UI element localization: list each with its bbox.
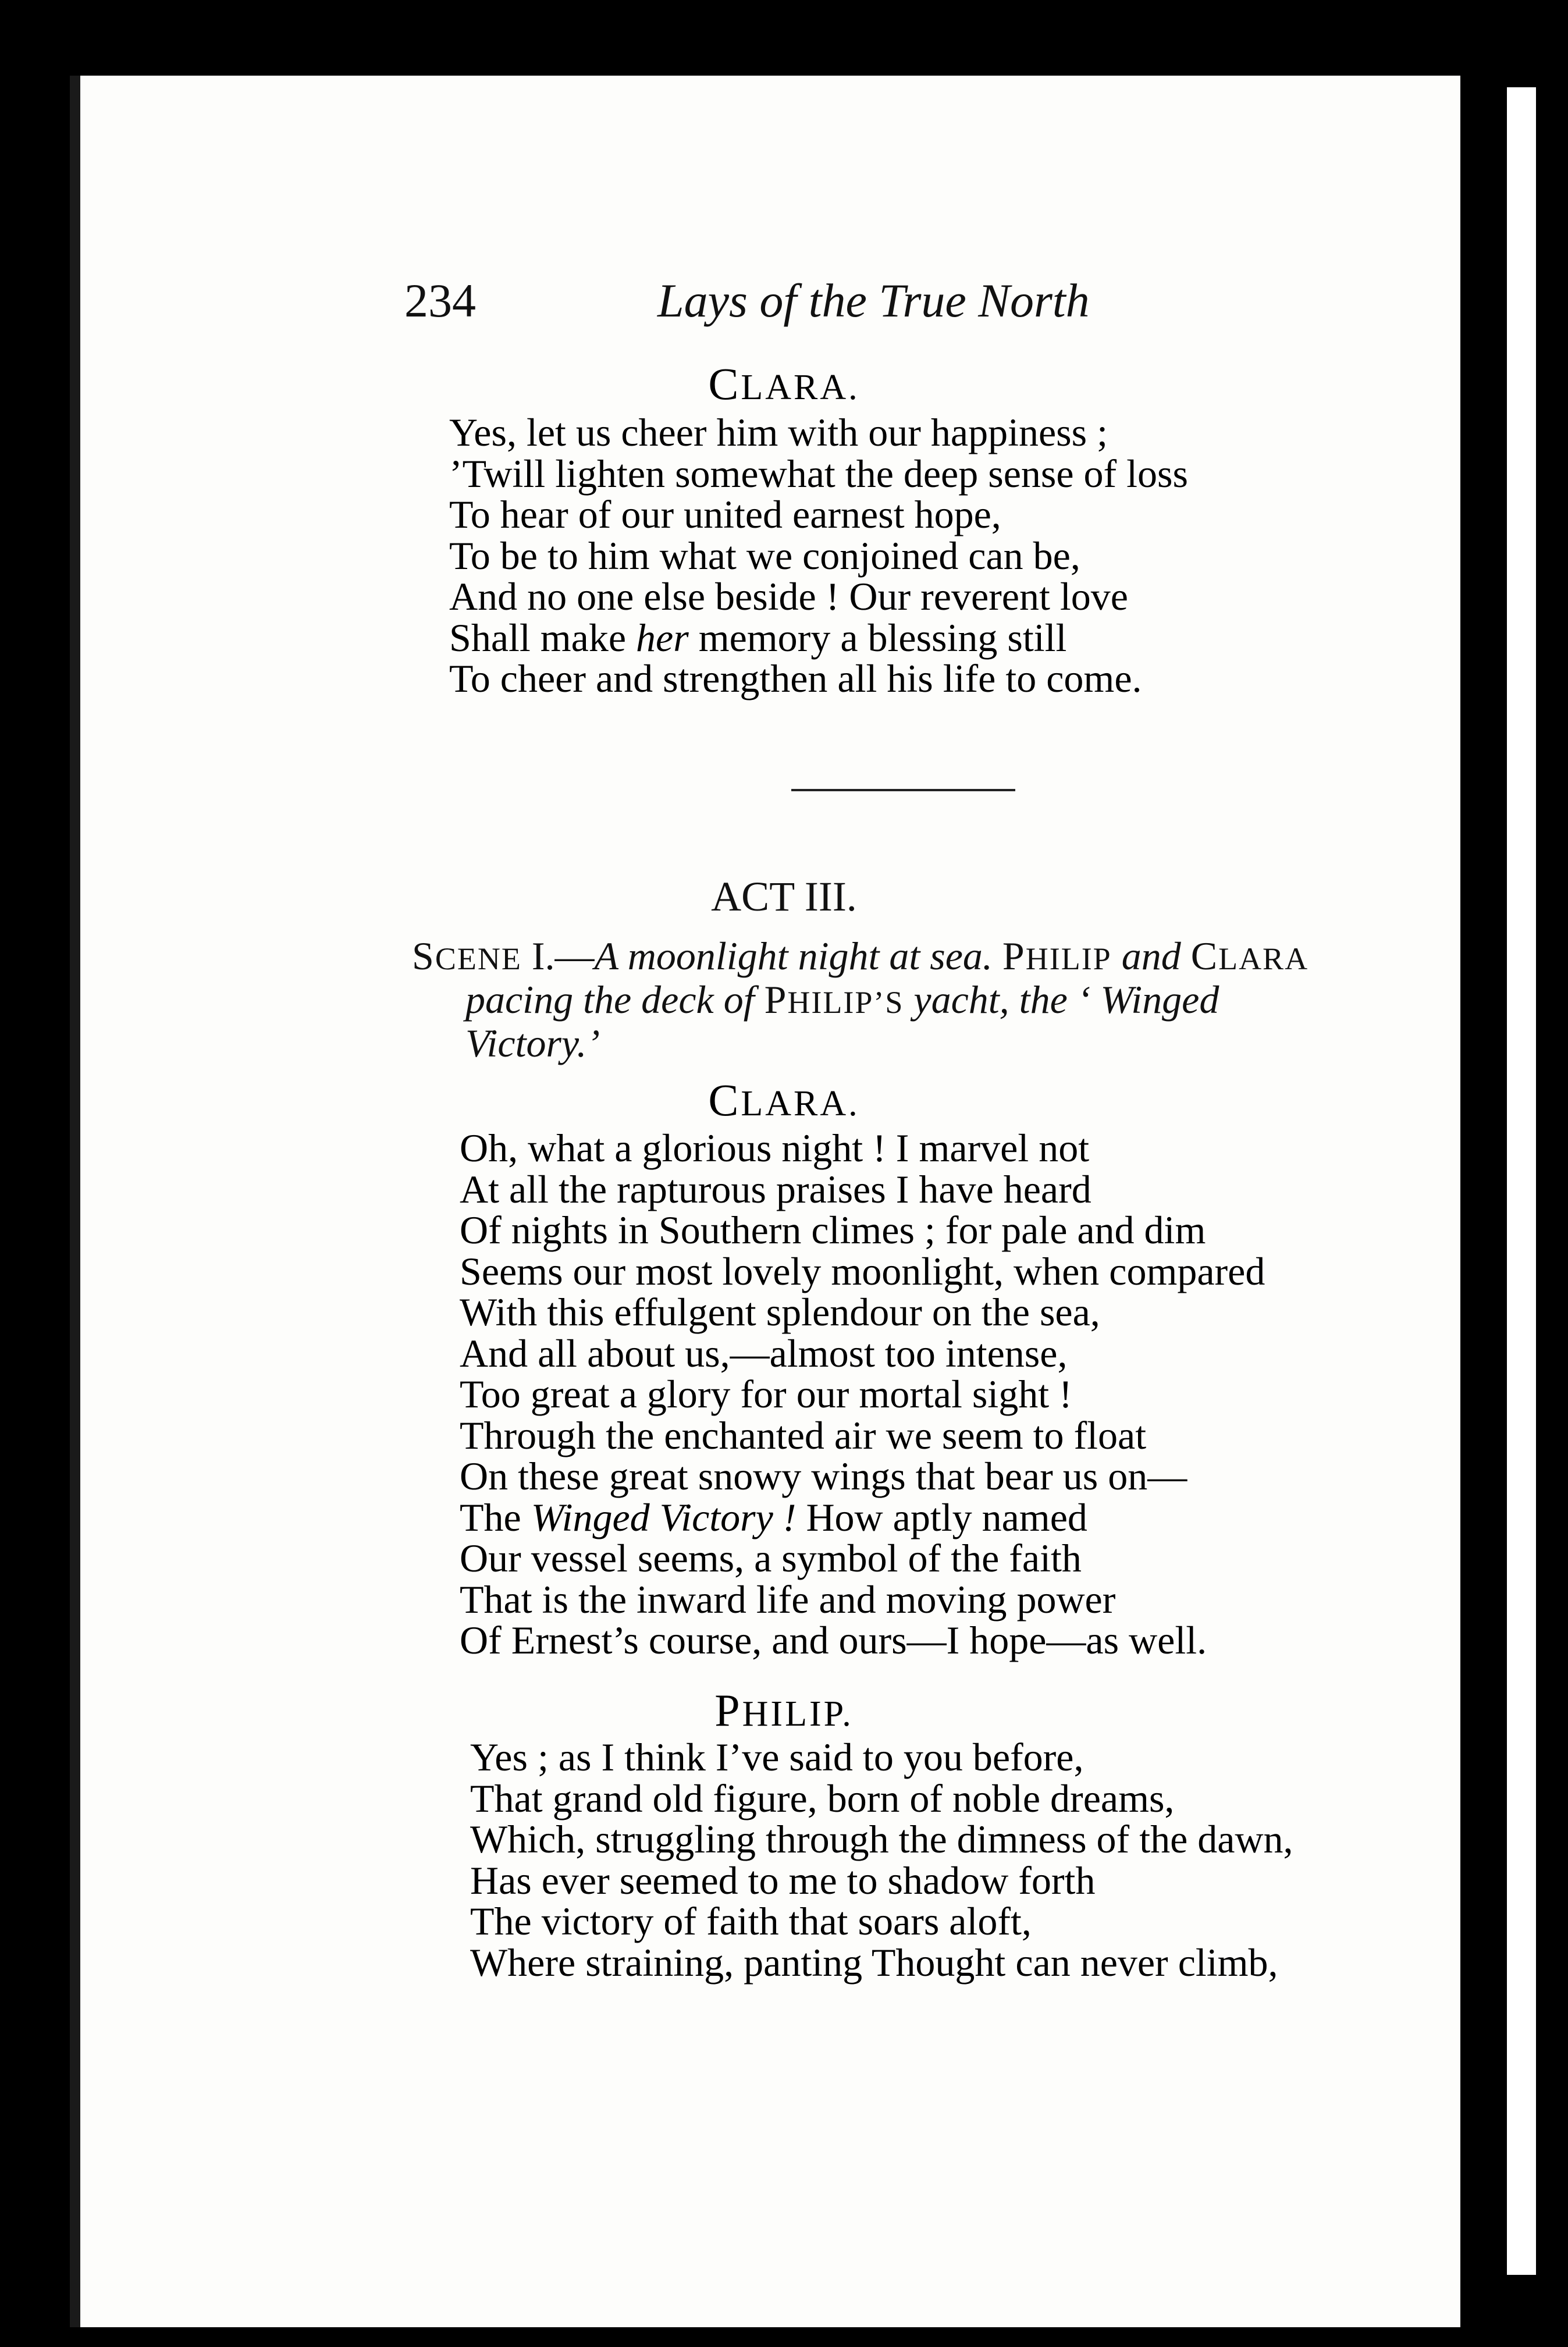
verse-line: To be to him what we conjoined can be,: [449, 533, 1080, 578]
verse-line: And no one else beside ! Our reverent love: [449, 574, 1128, 618]
page-number: 234: [404, 274, 476, 327]
verse-line: Yes, let us cheer him with our happiness ;: [449, 410, 1108, 454]
speaker-name: PHILIP.: [714, 1685, 854, 1736]
verse-stanza: [449, 412, 1188, 699]
verse-line: And all about us,—almost too intense,: [460, 1331, 1068, 1375]
facing-page-edge: [1507, 87, 1536, 2275]
verse-line: The Winged Victory ! How aptly named: [460, 1495, 1087, 1539]
verse-line: Shall make her memory a blessing still: [449, 615, 1067, 660]
verse-line: Which, struggling through the dimness of the dawn,: [470, 1817, 1293, 1861]
verse-line: On these great snowy wings that bear us on—: [460, 1454, 1187, 1498]
verse-line: The victory of faith that soars aloft,: [470, 1899, 1032, 1943]
verse-line: Where straining, panting Thought can never climb,: [470, 1940, 1278, 1985]
act-heading: ACT III.: [711, 873, 857, 920]
verse-line: At all the rapturous praises I have heard: [460, 1167, 1091, 1211]
verse-line: Of Ernest’s course, and ours—I hope—as well.: [460, 1618, 1207, 1662]
verse-line: Too great a glory for our mortal sight !: [460, 1372, 1072, 1416]
verse-line: Yes ; as I think I’ve said to you before,: [470, 1735, 1084, 1779]
verse-line: To cheer and strengthen all his life to come.: [449, 656, 1142, 700]
verse-line: Through the enchanted air we seem to float: [460, 1413, 1147, 1457]
verse-line: With this effulgent splendour on the sea,: [460, 1290, 1100, 1334]
verse-stanza: [470, 1737, 1293, 1983]
section-divider: [791, 789, 1015, 791]
verse-line: Oh, what a glorious night ! I marvel not: [460, 1126, 1090, 1170]
speaker-name: CLARA.: [708, 358, 860, 409]
verse-line: That grand old figure, born of noble dreams,: [470, 1776, 1175, 1820]
verse-line: Seems our most lovely moonlight, when compared: [460, 1249, 1265, 1293]
stage-direction: SCENE I.—A moonlight night at sea. PHILIP and CLARA pacing the deck of PHILIP’S yacht, the ‘ Winged Victory.’: [412, 934, 1309, 1065]
verse-line: To hear of our united earnest hope,: [449, 492, 1001, 536]
verse-line: ’Twill lighten somewhat the deep sense of loss: [449, 451, 1188, 496]
verse-stanza: [460, 1128, 1265, 1661]
verse-line: Our vessel seems, a symbol of the faith: [460, 1536, 1082, 1580]
verse-line: That is the inward life and moving power: [460, 1577, 1116, 1621]
running-title: Lays of the True North: [657, 274, 1090, 327]
verse-line: Of nights in Southern climes ; for pale and dim: [460, 1208, 1206, 1252]
verse-line: Has ever seemed to me to shadow forth: [470, 1858, 1096, 1903]
speaker-name: CLARA.: [708, 1075, 860, 1125]
